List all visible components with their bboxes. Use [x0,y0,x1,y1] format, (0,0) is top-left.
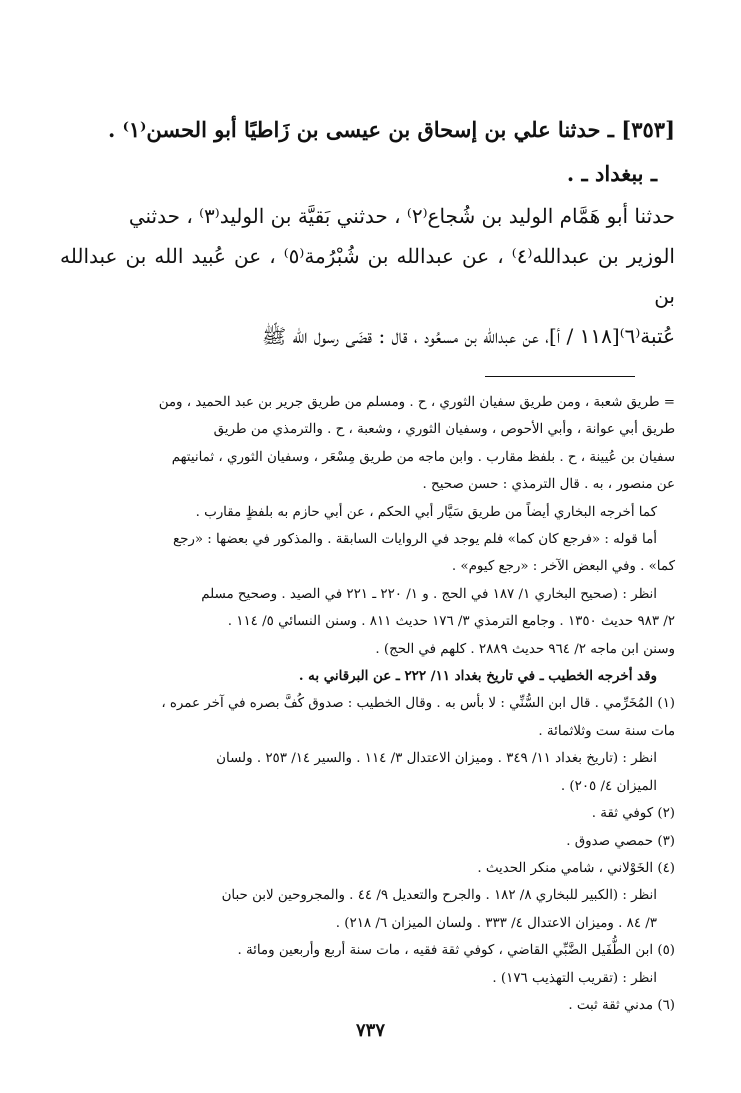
hadith-text-line: الوزير بن عبدالله⁽٤⁾ ، عن عبدالله بن شُبْرُمة⁽٥⁾ ، عن عُبيد الله بن عبدالله بن [60,244,675,308]
footnote-line: مات سنة ست وثلاثمائة . [538,723,675,739]
footnote-line: سفيان بن عُيينة ، ح . بلفظ مقارب . وابن ماجه من طريق مِسْعَر ، وسفيان الثوري ، ثمانيتهم [171,449,675,465]
footnote-line: (٤) الخَوْلاني ، شامي منكر الحديث . [477,860,675,876]
footnote-line: (١) المُخَرِّمي . قال ابن السُّنِّي : لا بأس به . وقال الخطيب : صدوق كُفَّ بصره في آخر عمره ، [161,696,675,712]
footnote-line: انظر : (تقريب التهذيب ١٧٦) . [492,970,657,986]
footnote-line: ٣/ ٨٤ . وميزان الاعتدال ٤/ ٣٣٣ . ولسان الميزان ٦/ ٢١٨) . [335,915,657,931]
footnote-line: انظر : (صحيح البخاري ١/ ١٨٧ في الحج . و ١/ ٢٢٠ ـ ٢٢١ في الصيد . وصحيح مسلم [201,586,657,602]
footnote-line: = طريق شعبة ، ومن طريق سفيان الثوري ، ح . ومسلم من طريق جرير بن عبد الحميد ، ومن [158,395,675,410]
footnote-line: انظر : (الكبير للبخاري ٨/ ١٨٢ . والجرح والتعديل ٩/ ٤٤ . والمجروحين لابن حبان [221,888,657,904]
hadith-location: ـ ببغداد ـ . [566,161,657,186]
footnotes [60,389,675,1019]
footnote-line: الميزان ٤/ ٢٠٥) . [560,778,657,794]
footnote-line: عن منصور ، به . قال الترمذي : حسن صحيح . [422,477,675,493]
footnote-line: (٦) مدني ثقة ثبت . [568,997,675,1013]
footnote-divider [485,376,635,377]
footnote-line: انظر : (تاريخ بغداد ١١/ ٣٤٩ . وميزان الاعتدال ٣/ ١١٤ . والسير ١٤/ ٢٥٣ . ولسان [216,751,657,767]
page-number: ٧٣٧ [355,1020,385,1041]
hadith-heading: [٣٥٣] ـ حدثنا علي بن إسحاق بن عيسى بن زَاطيًا أبو الحسن⁽١⁾ . [107,117,675,142]
footnote-line: وسنن ابن ماجه ٢/ ٩٦٤ حديث ٢٨٨٩ . كلهم في الحج) . [375,641,675,657]
footnote-line: كما» . وفي البعض الآخر : «رجع كيوم» . [451,559,675,575]
footnote-line: (٥) ابن الطُّفَيل الضَّبِّي القاضي ، كوفي ثقة فقيه ، مات سنة أربع وأربعين ومائة . [237,943,675,959]
footnote-line: (٢) كوفي ثقة . [591,806,675,822]
footnote-line: طريق أبي عوانة ، وأبي الأحوص ، وسفيان الثوري ، وشعبة ، ح . والترمذي من طريق [213,422,675,438]
footnote-line: أما قوله : «فرجع كان كما» فلم يوجد في الروايات السابقة . والمذكور في بعضها : «رجع [172,532,657,548]
footnote-line: ٢/ ٩٨٣ حديث ١٣٥٠ . وجامع الترمذي ٣/ ١٧٦ حديث ٨١١ . وسنن النسائي ٥/ ١١٤ . [227,614,675,630]
footnote-line: (٣) حمصي صدوق . [566,833,675,849]
hadith-text-line: عُتبة⁽٦⁾[١١٨ / أ]، عن عبدالله بن مسعُود ، قال : قضَى رسول الله ﷺ [261,324,675,348]
hadith-text-line: حدثنا أبو هَمَّام الوليد بن شُجاع⁽٢⁾ ، حدثني بَقيَّة بن الوليد⁽٣⁾ ، حدثني [128,204,675,228]
footnote-line: كما أخرجه البخاري أيضاً من طريق سَيَّار أبي الحكم ، عن أبي حازم به بلفظٍ مقارب . [195,504,657,520]
page-body [60,110,675,1019]
footnote-line: وقد أخرجه الخطيب ـ في تاريخ بغداد ١١/ ٢٢٢ ـ عن البرقاني به . [298,668,657,685]
hadith-text [60,196,675,356]
